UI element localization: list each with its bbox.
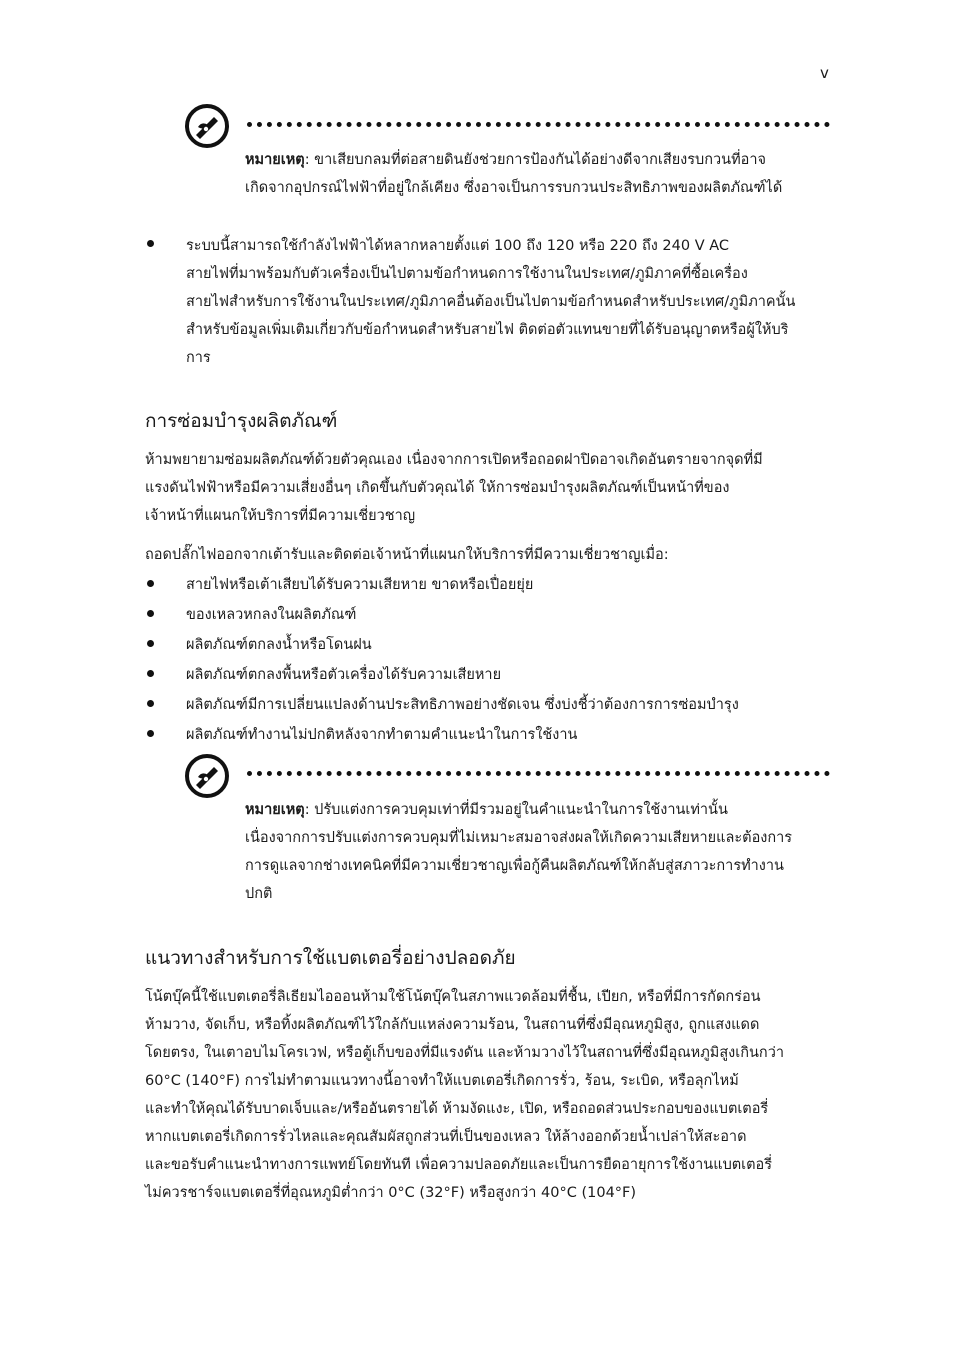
battery-line: โดยตรง, ในเตาอบไมโครเวฟ, หรือตู้เก็บของที่มีแรงดัน และห้ามวางไว้ในสถานที่ซึ่งมีอุณหภูมิสูงเกินกว่า [145, 1045, 784, 1061]
battery-line: ไม่ควรชาร์จแบตเตอรี่ที่อุณหภูมิต่ำกว่า 0°C (32°F) หรือสูงกว่า 40°C (104°F) [145, 1185, 637, 1201]
list-item: ผลิตภัณฑ์ทำงานไม่ปกติหลังจากทำตามคำแนะนำในการใช้งาน [186, 727, 578, 743]
battery-line: และขอรับคำแนะนำทางการแพทย์โดยทันที เพื่อความปลอดภัยและเป็นการยืดอายุการใช้งานแบตเตอรี่ [145, 1157, 773, 1173]
power-paragraph [186, 232, 795, 372]
list-item: ผลิตภัณฑ์ตกลงน้ำหรือโดนฝน [186, 637, 372, 653]
battery-line: 60°C (140°F) การไม่ทำตามแนวทางนี้อาจทำให้แบตเตอรี่เกิดการรั่ว, ร้อน, ระเบิด, หรือลุกไหม้ [145, 1073, 739, 1089]
maintenance-line: ห้ามพยายามซ่อมผลิตภัณฑ์ด้วยตัวคุณเอง เนื่องจากการเปิดหรือถอดฝาปิดอาจเกิดอันตรายจากจุดที่มี [145, 452, 763, 468]
list-item: ผลิตภัณฑ์ตกลงพื้นหรือตัวเครื่องได้รับความเสียหาย [186, 667, 502, 683]
note-pen-icon [184, 753, 230, 799]
bullet-icon [147, 670, 154, 677]
section-heading-battery: แนวทางสำหรับการใช้แบตเตอรี่อย่างปลอดภัย [145, 947, 516, 969]
maintenance-line: เจ้าหน้าที่แผนกให้บริการที่มีความเชี่ยวชาญ [145, 508, 416, 524]
power-line: สำหรับข้อมูลเพิ่มเติมเกี่ยวกับข้อกำหนดสำหรับสายไฟ ติดต่อตัวแทนขายที่ได้รับอนุญาตหรือผู้ให้บริ [186, 322, 789, 338]
note-1-line-1: : ขาเสียบกลมที่ต่อสายดินยังช่วยการป้องกันได้อย่างดีจากเสียงรบกวนที่อาจ [304, 152, 766, 168]
section-heading-maintenance: การซ่อมบำรุงผลิตภัณฑ์ [145, 410, 338, 432]
power-line: สายไฟที่มาพร้อมกับตัวเครื่องเป็นไปตามข้อกำหนดการใช้งานในประเทศ/ภูมิภาคที่ซื้อเครื่อง [186, 266, 748, 282]
power-line: การ [186, 350, 211, 366]
bullet-icon [147, 730, 154, 737]
note-pen-icon [184, 103, 230, 149]
list-item: ของเหลวหกลงในผลิตภัณฑ์ [186, 607, 357, 623]
bullet-icon [147, 580, 154, 587]
note-1-text [245, 146, 782, 202]
bullet-icon [147, 240, 154, 247]
note-label: หมายเหตุ [245, 152, 305, 168]
note-2-line-3: การดูแลจากช่างเทคนิคที่มีความเชี่ยวชาญเพื่อกู้คืนผลิตภัณฑ์ให้กลับสู่สภาวะการทำงาน [245, 858, 784, 874]
page-number: v [820, 64, 829, 82]
bullet-icon [147, 610, 154, 617]
battery-line: และทำให้คุณได้รับบาดเจ็บและ/หรืออันตรายได้ ห้ามงัดแงะ, เปิด, หรือถอดส่วนประกอบของแบตเตอรี่ [145, 1101, 769, 1117]
note-divider [247, 771, 830, 776]
unplug-intro: ถอดปลั๊กไฟออกจากเต้ารับและติดต่อเจ้าหน้าที่แผนกให้บริการที่มีความเชี่ยวชาญเมื่อ: [145, 547, 669, 563]
battery-line: ห้ามวาง, จัดเก็บ, หรือทิ้งผลิตภัณฑ์ไว้ใกล้กับแหล่งความร้อน, ในสถานที่ซึ่งมีอุณหภูมิสูง, ถูกแสงแดด [145, 1017, 760, 1033]
power-line: ระบบนี้สามารถใช้กำลังไฟฟ้าได้หลากหลายตั้งแต่ 100 ถึง 120 หรือ 220 ถึง 240 V AC [186, 238, 730, 254]
maintenance-paragraph [145, 446, 763, 530]
note-label: หมายเหตุ [245, 802, 305, 818]
list-item: สายไฟหรือเต้าเสียบได้รับความเสียหาย ขาดหรือเปื่อยยุ่ย [186, 577, 534, 593]
bullet-icon [147, 700, 154, 707]
battery-line: หากแบตเตอรี่เกิดการรั่วไหลและคุณสัมผัสถูกส่วนที่เป็นของเหลว ให้ล้างออกด้วยน้ำเปล่าให้สะอาด [145, 1129, 747, 1145]
bullet-icon [147, 640, 154, 647]
note-2-line-1: : ปรับแต่งการควบคุมเท่าที่มีรวมอยู่ในคำแนะนำในการใช้งานเท่านั้น [304, 802, 728, 818]
power-line: สายไฟสำหรับการใช้งานในประเทศ/ภูมิภาคอื่นต้องเป็นไปตามข้อกำหนดสำหรับประเทศ/ภูมิภาคนั้น [186, 294, 796, 310]
note-1-line-2: เกิดจากอุปกรณ์ไฟฟ้าที่อยู่ใกล้เคียง ซึ่งอาจเป็นการรบกวนประสิทธิภาพของผลิตภัณฑ์ได้ [245, 180, 783, 196]
note-divider [247, 122, 830, 127]
battery-paragraph [145, 983, 784, 1207]
battery-line: โน้ตบุ๊คนี้ใช้แบตเตอรี่ลิเธียมไอออนห้ามใช้โน้ตบุ๊คในสภาพแวดล้อมที่ชื้น, เปียก, หรือที่มีการกัดกร่อน [145, 989, 761, 1005]
note-2-text [245, 796, 792, 908]
maintenance-line: แรงดันไฟฟ้าหรือมีความเสี่ยงอื่นๆ เกิดขึ้นกับตัวคุณได้ ให้การซ่อมบำรุงผลิตภัณฑ์เป็นหน้าที่ของ [145, 480, 730, 496]
list-item: ผลิตภัณฑ์มีการเปลี่ยนแปลงด้านประสิทธิภาพอย่างชัดเจน ซึ่งบ่งชี้ว่าต้องการการซ่อมบำรุง [186, 697, 739, 713]
note-2-line-2: เนื่องจากการปรับแต่งการควบคุมที่ไม่เหมาะสมอาจส่งผลให้เกิดความเสียหายและต้องการ [245, 830, 793, 846]
note-2-line-4: ปกติ [245, 886, 273, 902]
